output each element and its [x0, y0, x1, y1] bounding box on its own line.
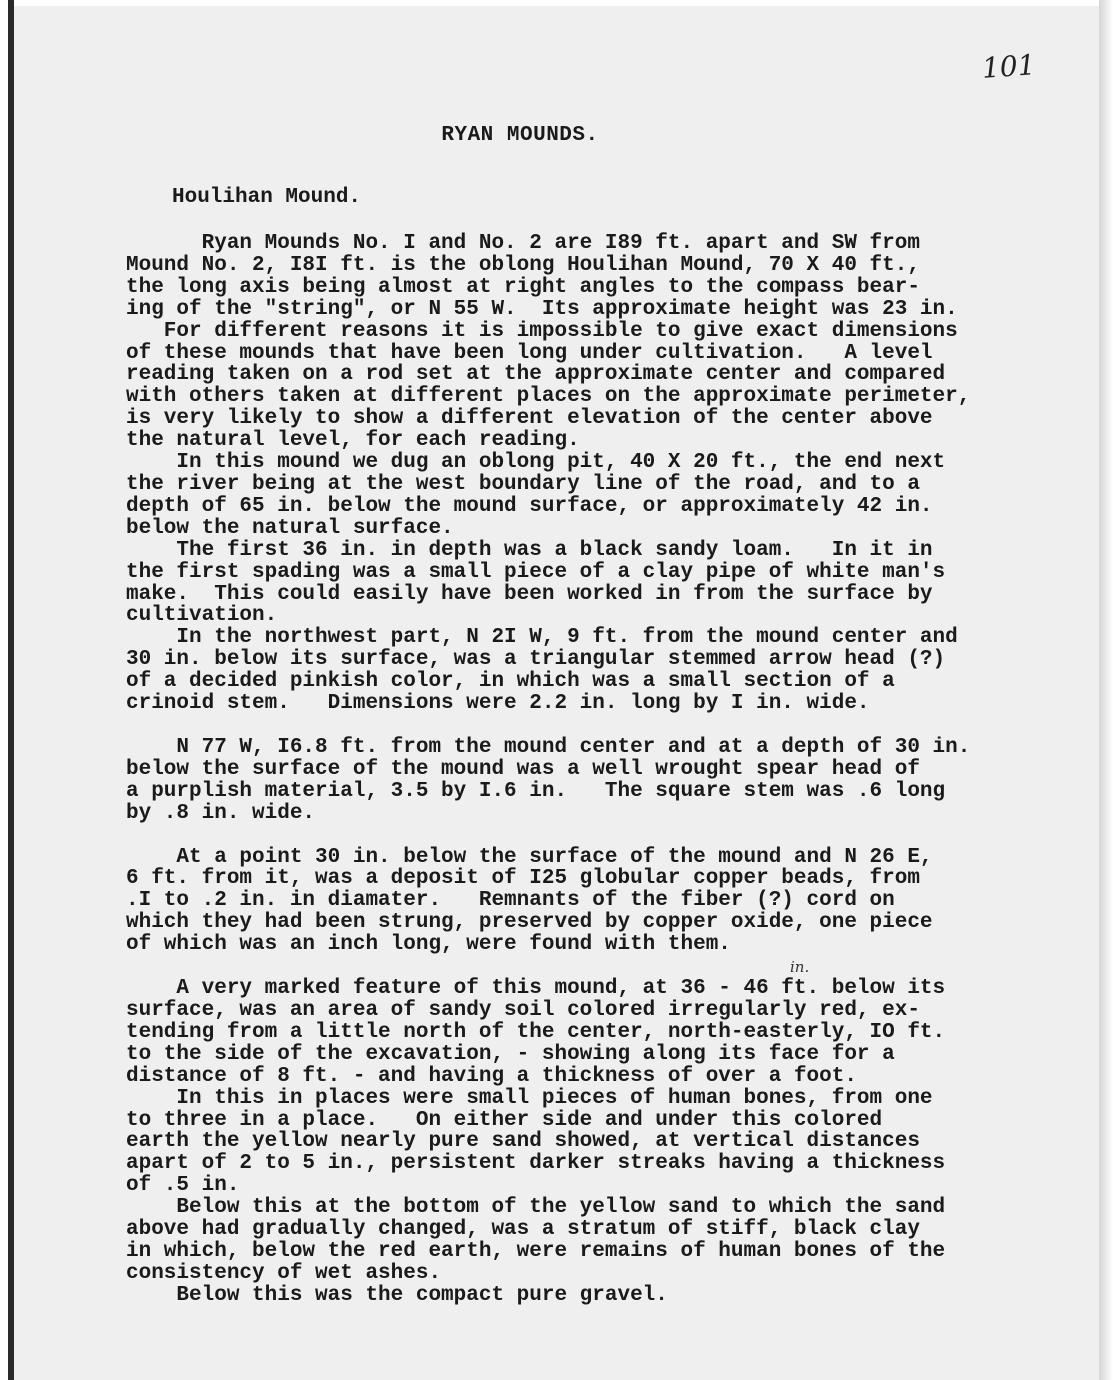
text-line: the long axis being almost at right angles to the compass bear- [126, 275, 920, 299]
text-line: cultivation. [126, 604, 278, 628]
text-line: consistency of wet ashes. [126, 1261, 442, 1285]
document-title: RYAN MOUNDS. [441, 124, 599, 147]
text-line: A very marked feature of this mound, at 36 - 46 ft. below its [126, 977, 946, 1001]
text-line: a purplish material, 3.5 by I.6 in. The square stem was .6 long [126, 779, 946, 803]
text-line: crinoid stem. Dimensions were 2.2 in. long by I in. wide. [126, 692, 870, 716]
page-right-edge [1099, 0, 1113, 1380]
page-number: 101 [980, 48, 1037, 85]
text-line: of a decided pinkish color, in which was a small section of a [126, 670, 895, 694]
text-line: Mound No. 2, I8I ft. is the oblong Houlihan Mound, 70 X 40 ft., [126, 253, 920, 277]
text-line: by .8 in. wide. [126, 801, 316, 825]
text-line: of which was an inch long, were found with them. [126, 933, 731, 957]
text-line: At a point 30 in. below the surface of the mound and N 26 E, [126, 845, 933, 869]
text-line: Below this at the bottom of the yellow sand to which the sand [126, 1196, 946, 1220]
text-line: For different reasons it is impossible to give exact dimensions [126, 319, 958, 343]
text-line: is very likely to show a different elevation of the center above [126, 407, 933, 431]
text-line: of these mounds that have been long under cultivation. A level [126, 341, 933, 365]
text-line: reading taken on a rod set at the approximate center and compared [126, 363, 946, 387]
text-line: earth the yellow nearly pure sand showed, at vertical distances [126, 1130, 920, 1154]
page-top-edge [0, 0, 1113, 6]
text-line: 6 ft. from it, was a deposit of I25 globular copper beads, from [126, 867, 920, 891]
text-line: 30 in. below its surface, was a triangular stemmed arrow head (?) [126, 648, 946, 672]
text-line: surface, was an area of sandy soil colored irregularly red, ex- [126, 999, 920, 1022]
paragraph-block [126, 233, 1006, 715]
paragraph-block [126, 737, 1006, 825]
text-line: tending from a little north of the center, north-easterly, IO ft. [126, 1020, 946, 1044]
text-line: in which, below the red earth, were remains of human bones of the [126, 1239, 946, 1263]
text-line: depth of 65 in. below the mound surface, or approximately 42 in. [126, 494, 933, 518]
text-line: N 77 W, I6.8 ft. from the mound center and at a depth of 30 in. [126, 735, 971, 759]
text-line: with others taken at different places on the approximate perimeter, [126, 385, 971, 409]
text-line: The first 36 in. in depth was a black sandy loam. In it in [126, 538, 933, 562]
paragraph-block [126, 847, 1006, 957]
text-line: above had gradually changed, was a stratum of stiff, black clay [126, 1218, 920, 1242]
text-line: ing of the "string", or N 55 W. Its approximate height was 23 in. [126, 297, 958, 321]
text-line: of .5 in. [126, 1174, 240, 1198]
text-line: which they had been strung, preserved by copper oxide, one piece [126, 911, 933, 935]
text-line: In the northwest part, N 2I W, 9 ft. from the mound center and [126, 626, 958, 650]
text-line: apart of 2 to 5 in., persistent darker streaks having a thickness [126, 1152, 946, 1176]
text-line: the first spading was a small piece of a clay pipe of white man's [126, 560, 946, 584]
text-line: Ryan Mounds No. I and No. 2 are I89 ft. apart and SW from [126, 232, 920, 255]
paragraph-block [126, 978, 1006, 1307]
page-left-shadow [8, 0, 14, 1380]
text-line: distance of 8 ft. - and having a thickness of over a foot. [126, 1064, 857, 1088]
text-line: Below this was the compact pure gravel. [126, 1283, 668, 1307]
page-left-margin [0, 0, 8, 1380]
section-heading: Houlihan Mound. [172, 186, 362, 209]
text-line: below the surface of the mound was a well wrought spear head of [126, 757, 920, 781]
text-line: .I to .2 in. in diamater. Remnants of the fiber (?) cord on [126, 889, 895, 913]
text-line: the natural level, for each reading. [126, 429, 580, 453]
handwritten-correction: in. [790, 958, 810, 976]
text-line: to the side of the excavation, - showing along its face for a [126, 1042, 895, 1066]
document-body [126, 233, 1006, 1307]
text-line: make. This could easily have been worked in from the surface by [126, 582, 933, 606]
text-line: In this mound we dug an oblong pit, 40 X 20 ft., the end next [126, 451, 946, 475]
text-line: below the natural surface. [126, 516, 454, 540]
text-line: In this in places were small pieces of human bones, from one [126, 1086, 933, 1110]
text-line: to three in a place. On either side and under this colored [126, 1108, 883, 1132]
text-line: the river being at the west boundary line of the road, and to a [126, 472, 920, 496]
